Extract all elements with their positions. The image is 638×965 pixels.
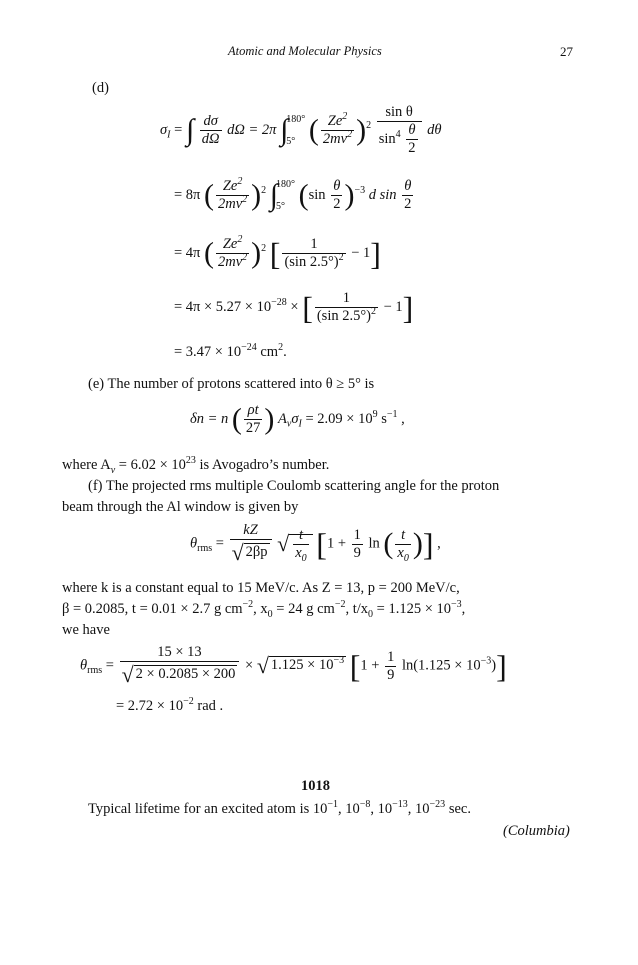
equation-line-3: = 4π ( $\frac{Ze^2}{2mv^2}$ )$^2$ [ $\frac{1}{(\sin 2.5^\circ)^2}$ − 1] [174, 234, 381, 272]
problem-1018-text: Typical lifetime for an excited atom is $10^{-1}$, $10^{-8}$, $10^{-13}$, $10^{-23}$ sec. [88, 799, 471, 817]
part-f-where-1: where k is a constant equal to 15 MeV/c. As Z = 13, p = 200 MeV/c, [62, 580, 460, 596]
avogadro-text: where $A_v = 6.02 \times 10^{23}$ is Avogadro’s number. [62, 455, 330, 476]
part-f-line-1: (f) The projected rms multiple Coulomb scattering angle for the proton [88, 478, 500, 494]
part-f-line-2: beam through the Al window is given by [62, 499, 299, 515]
equation-theta-rms-formula: $\theta_{rms}$ = $\frac{kZ}{√ 2\beta p}$ √ $\frac{t}{x_0}$ [1 + $\frac{1}{9}$ ln ( $\frac{t}{x_0}$ )] , [190, 522, 441, 565]
problem-source: (Columbia) [503, 823, 570, 839]
part-e-text: (e) The number of protons scattered into θ ≥ 5° is [88, 376, 375, 392]
problem-number-1018: 1018 [301, 778, 330, 794]
part-f-where-2: β = 0.2085, t = 0.01 × 2.7 g $cm^{-2}$, $x_0 = 24$ g $cm^{-2}$, $t/x_0 = 1.125 \times 10^{-3}$, [62, 599, 466, 620]
equation-line-4: = $4\pi \times 5.27 \times 10^{-28}$ × [ $\frac{1}{(\sin 2.5^\circ)^2}$ − 1] [174, 289, 414, 326]
equation-theta-rms-result: = $2.72 \times 10^{-2}$ rad . [116, 696, 224, 714]
equation-theta-rms-numeric: $\theta_{rms}$ = $\frac{15 \times 13}{√ 2 \times 0.2085 \times 200}$ × √ $1.125 \times 10^{-3}$ [1 + $\frac{1}{9}$ $\ln(1.125 \times 10^{-3})$] [80, 644, 507, 687]
equation-line-2: = 8π ( $\frac{Ze^2}{2mv^2}$ )$^2$ ∫ 180° 5° (sin $\frac{\theta}{2}$ )$^{-3}$ d sin $\frac{\theta}{2}$ [174, 176, 412, 212]
part-d-label: (d) [92, 80, 109, 96]
equation-delta-n: δn = n ( $\frac{\rho t}{27}$ ) $A_v\sigma_I = 2.09 \times 10^9$ $s^{-1}$ , [190, 402, 405, 436]
page-number: 27 [560, 44, 573, 59]
equation-sigma-integral: $\sigma_I$ = ∫ $\frac{d\sigma}{d\Omega}$ dΩ = 2π ∫ 180° 5° ( $\frac{Ze^2}{2mv^2}$ )$^2$ sin θ $\sin^4$ $\frac{\theta}{2}$ dθ [160, 104, 442, 156]
equation-result-sigma: = $3.47 \times 10^{-24}$ $cm^2$. [174, 342, 287, 360]
we-have-text: we have [62, 622, 110, 638]
running-header-title: Atomic and Molecular Physics [228, 44, 382, 58]
